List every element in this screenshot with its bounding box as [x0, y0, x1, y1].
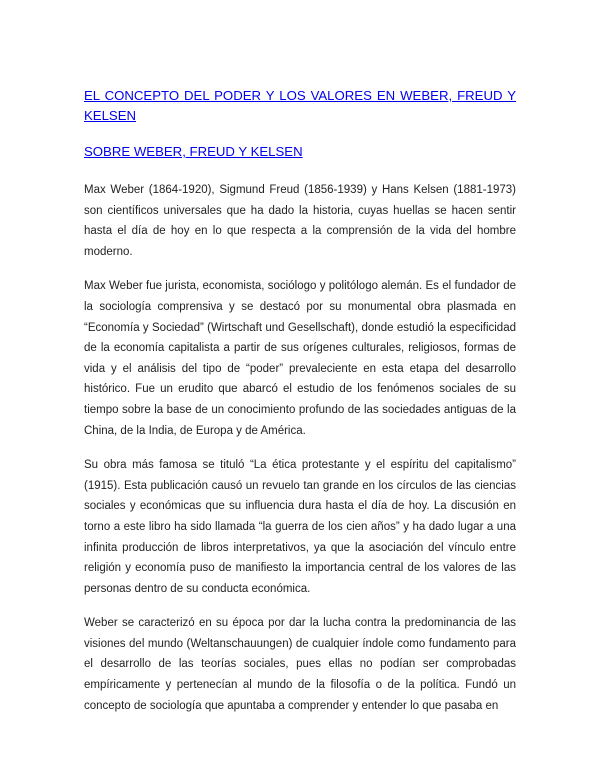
- section-heading-link[interactable]: SOBRE WEBER, FREUD Y KELSEN: [84, 144, 303, 159]
- paragraph-1: Max Weber (1864-1920), Sigmund Freud (1856-1939) y Hans Kelsen (1881-1973) son científicos universales que ha dado la historia, cuyas huellas se hacen sentir hasta el día de hoy en lo que respecta a la comprensión de la vida del hombre moderno.: [84, 184, 516, 258]
- document-title-link[interactable]: EL CONCEPTO DEL PODER Y LOS VALORES EN WEBER, FREUD Y KELSEN: [84, 88, 516, 123]
- paragraph-4: Weber se caracterizó en su época por dar la lucha contra la predominancia de las visiones del mundo (Weltanschauungen) de cualquier índole como fundamento para el desarrollo de las teorías sociales, pues ellas no podían ser comprobadas empíricamente y pertenecían al mundo de la filosofía o de la política. Fundó un concepto de sociología que apuntaba a comprender y entender lo que pasaba en: [84, 617, 516, 712]
- paragraph-2: Max Weber fue jurista, economista, sociólogo y politólogo alemán. Es el fundador de la sociología comprensiva y se destacó por su monumental obra plasmada en “Economía y Sociedad” (Wirtschaft und Gesellschaft), donde estudió la especificidad de la economía capitalista a partir de sus orígenes culturales, religiosos, formas de vida y el análisis del tipo de “poder” prevaleciente en esta etapa del desarrollo histórico. Fue un erudito que abarcó el estudio de los fenómenos sociales de su tiempo sobre la base de un conocimiento profundo de las sociedades antiguas de la China, de la India, de Europa y de América.: [84, 280, 516, 437]
- paragraph-3: Su obra más famosa se tituló “La ética protestante y el espíritu del capitalismo” (1915). Esta publicación causó un revuelo tan grande en los círculos de las ciencias sociales y económicas que su influencia dura hasta el día de hoy. La discusión en torno a este libro ha sido llamada “la guerra de los cien años” y ha dado lugar a una infinita producción de libros interpretativos, ya que la asociación del vínculo entre religión y economía puso de manifiesto la importancia central de los valores de las personas dentro de su conducta económica.: [84, 459, 516, 595]
- document-page: [84, 86, 516, 730]
